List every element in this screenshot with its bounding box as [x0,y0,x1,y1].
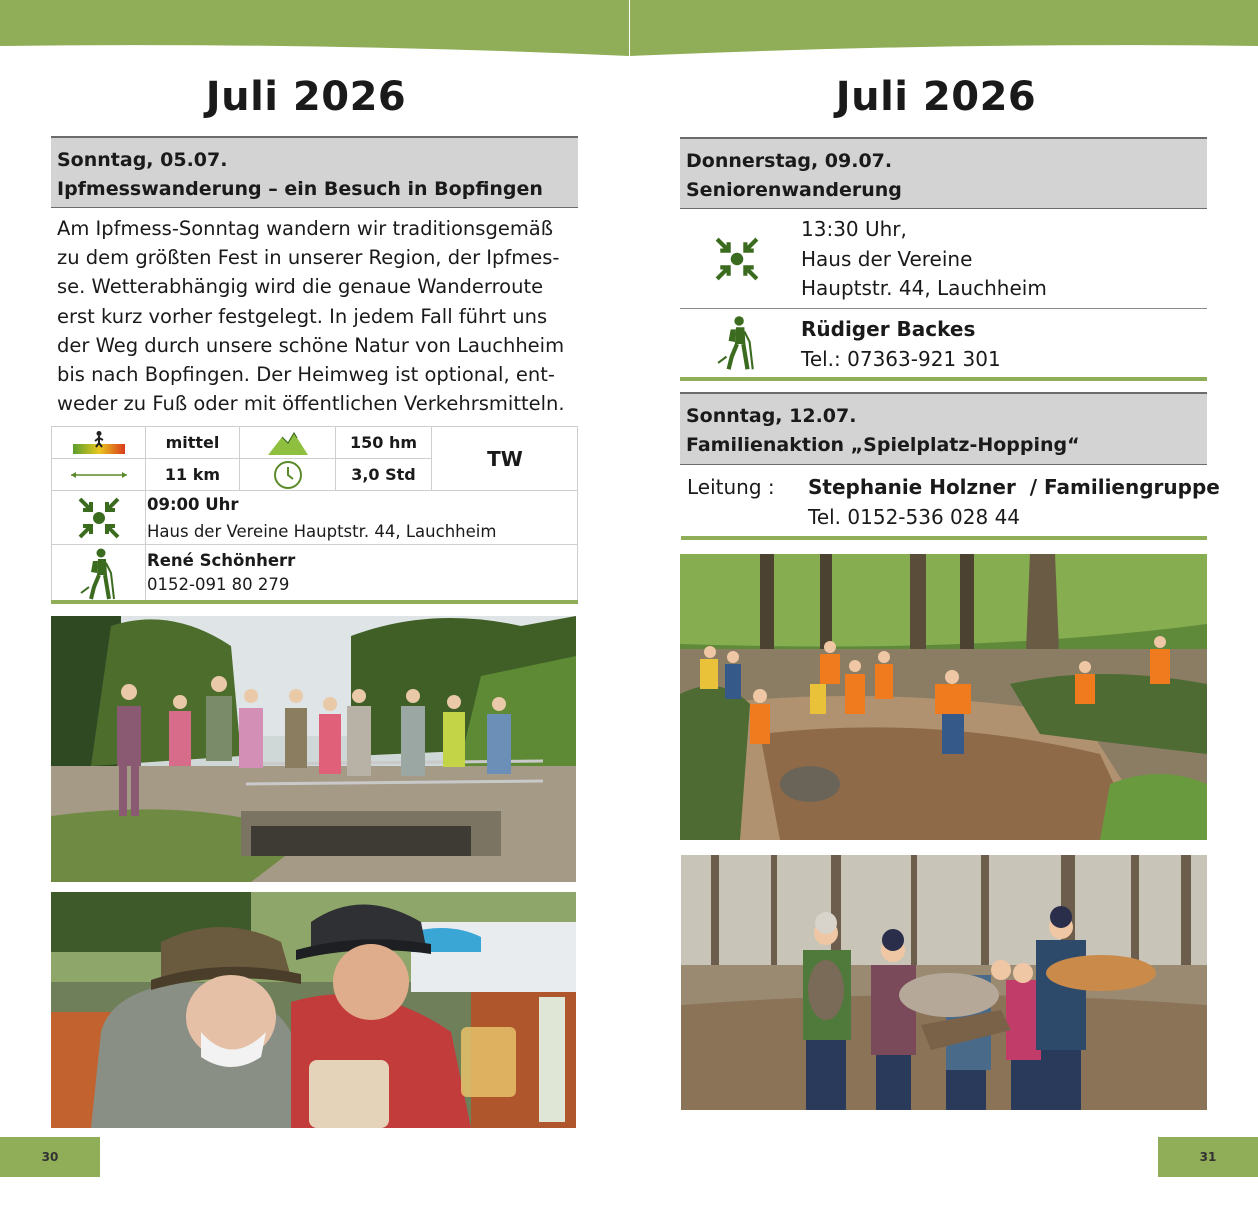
leader-info [146,548,295,597]
hiker-icon [680,311,794,375]
meeting-info [801,215,1047,304]
lead-info [808,473,1220,532]
elevation-value: 150 hm [336,427,432,459]
description-line: der Weg durch unsere schöne Natur von Lauchheim [57,333,565,357]
meeting-row [52,491,577,545]
children-with-stuffed-animals-photo [681,855,1207,1110]
tour-info-table [51,426,578,604]
leader-name: Rüdiger Backes [801,317,976,341]
event-date: Donnerstag, 09.07. [686,150,893,172]
page-title: Juli 2026 [835,74,1037,120]
distance-icon [52,459,146,491]
event-header [680,137,1207,209]
difficulty-icon [52,427,146,459]
hiker-icon [52,545,146,603]
leader-phone: 0152-091 80 279 [147,575,290,594]
group-on-bridge-photo [51,616,576,882]
event-date: Sonntag, 05.07. [57,149,228,171]
meeting-place-line2: Hauptstr. 44, Lauchheim [801,276,1047,300]
leader-row [52,545,577,603]
description-line: weder zu Fuß oder mit öffentlichen Verkehrsmitteln. [57,392,565,416]
event-header [680,392,1207,465]
event-title: Familienaktion „Spielplatz-Hopping“ [686,434,1080,456]
duration-value: 3,0 Std [336,459,432,491]
tour-type: TW [432,427,578,491]
meeting-point-icon [680,209,794,309]
leader-info [801,315,1001,374]
tour-stats [52,427,577,491]
event-title: Seniorenwanderung [686,179,902,201]
description-line: zu dem größten Fest in unserer Region, der Ipfmes- [57,246,560,270]
leader-name: René Schönherr [147,551,296,570]
leader-phone: Tel.: 07363-921 301 [801,346,1001,371]
description-line: Am Ipfmess-Sonntag wandern wir traditionsgemäß [57,217,554,240]
leader-row [680,309,1207,377]
page-title: Juli 2026 [205,74,407,120]
meeting-place: Haus der Vereine Hauptstr. 44, Lauchheim [147,522,497,541]
meeting-point-icon [52,491,146,544]
section-divider [680,377,1207,381]
event-header [51,136,578,208]
meeting-time: 09:00 Uhr [147,495,239,514]
difficulty-value: mittel [146,427,240,459]
section-divider [681,536,1207,540]
section-divider [51,600,578,604]
meeting-time: 13:30 Uhr, [801,217,907,241]
description-line: bis nach Bopfingen. Der Heimweg ist optional, ent- [57,363,555,387]
page-number-right: 31 [1158,1137,1258,1177]
description-line: erst kurz vorher festgelegt. In jedem Fall führt uns [57,304,548,328]
festival-beer-tent-photo [51,892,576,1128]
event-date: Sonntag, 12.07. [686,405,857,427]
lead-label: Leitung : [687,475,775,499]
distance-value: 11 km [146,459,240,491]
page-number-left: 30 [0,1137,100,1177]
lead-value: Stephanie Holzner / Familiengruppe [808,475,1220,499]
meeting-info [146,491,496,545]
meeting-place-line1: Haus der Vereine [801,246,973,271]
description-line: se. Wetterabhängig wird die genaue Wanderroute [57,275,544,299]
lead-phone: Tel. 0152-536 028 44 [808,504,1021,529]
event-title: Ipfmesswanderung – ein Besuch in Bopfingen [57,178,543,200]
meeting-row [680,209,1207,309]
event-description [57,214,573,418]
children-in-stream-photo [680,554,1207,840]
mountain-icon [240,427,336,459]
clock-icon [240,459,336,491]
